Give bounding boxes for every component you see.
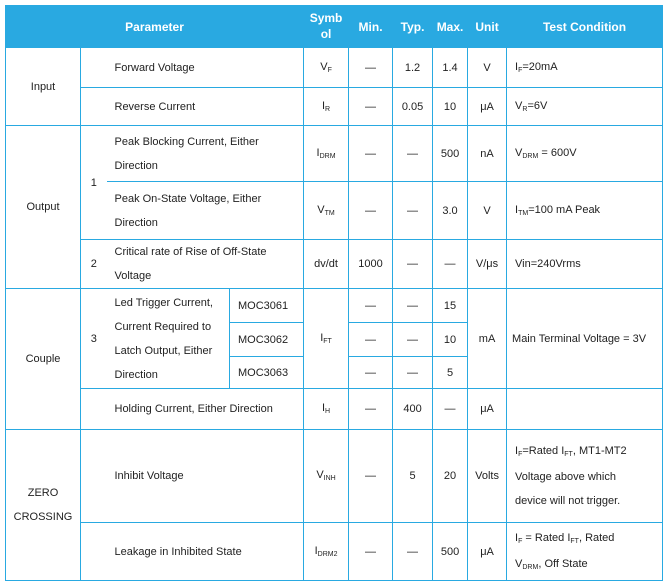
- min-value: —: [349, 523, 393, 581]
- symbol-vinh: $V_{INH}$: [304, 430, 349, 523]
- group-output: Output: [6, 126, 81, 289]
- header-min: Min.: [349, 6, 393, 48]
- symbol-vf: $V_F$: [304, 48, 349, 88]
- param-forward-voltage: Forward Voltage: [107, 48, 304, 88]
- group-couple: Couple: [6, 289, 81, 430]
- min-value: —: [349, 389, 393, 430]
- param-critical-rate-of-rise: Critical rate of Rise of Off-State Voltage: [107, 240, 304, 289]
- test-condition: $I_F=Rated$ $I_{FT}$, MT1-MT2 Voltage above which device will not trigger.: [507, 430, 663, 523]
- typ-value: 0.05: [393, 88, 433, 126]
- param-peak-blocking-current: Peak Blocking Current, Either Direction: [107, 126, 304, 182]
- test-condition: Vin=240Vrms: [507, 240, 663, 289]
- symbol-idrm2: $I_{DRM2}$: [304, 523, 349, 581]
- max-value: 10: [433, 323, 468, 357]
- typ-value: —: [393, 240, 433, 289]
- test-condition: $V_R=6V$: [507, 88, 663, 126]
- typ-value: —: [393, 523, 433, 581]
- header-unit: Unit: [468, 6, 507, 48]
- param-leakage-inhibited-state: Leakage in Inhibited State: [107, 523, 304, 581]
- symbol-idrm: $I_{DRM}$: [304, 126, 349, 182]
- symbol-vtm: $V_{TM}$: [304, 182, 349, 240]
- typ-value: 400: [393, 389, 433, 430]
- unit-value: μA: [468, 88, 507, 126]
- test-condition: $I_F=20mA$: [507, 48, 663, 88]
- max-value: 20: [433, 430, 468, 523]
- min-value: 1000: [349, 240, 393, 289]
- header-typ: Typ.: [393, 6, 433, 48]
- group-input: Input: [6, 48, 81, 126]
- header-row: [6, 6, 663, 48]
- symbol-ir: $I_R$: [304, 88, 349, 126]
- unit-value: Volts: [468, 430, 507, 523]
- min-value: —: [349, 48, 393, 88]
- test-condition: $V_{DRM} = 600V$: [507, 126, 663, 182]
- unit-value: μA: [468, 523, 507, 581]
- typ-value: —: [393, 182, 433, 240]
- row-number: 1: [81, 126, 107, 240]
- characteristics-table-container: [5, 5, 662, 581]
- min-value: —: [349, 182, 393, 240]
- model-moc3063: MOC3063: [230, 357, 304, 389]
- typ-value: —: [393, 323, 433, 357]
- typ-value: —: [393, 289, 433, 323]
- test-condition: Main Terminal Voltage = 3V: [507, 289, 663, 389]
- group-zero-crossing: ZERO CROSSING: [6, 430, 81, 581]
- max-value: —: [433, 389, 468, 430]
- row-holding-current: [6, 389, 663, 430]
- param-led-trigger-current: Led Trigger Current, Current Required to Latch Output, Either Direction: [107, 289, 230, 389]
- max-value: 5: [433, 357, 468, 389]
- test-condition: $I_{TM}=100$ mA Peak: [507, 182, 663, 240]
- electrical-characteristics-table: [5, 5, 663, 581]
- max-value: —: [433, 240, 468, 289]
- row-led-trigger-moc3061: [6, 289, 663, 323]
- param-peak-on-state-voltage: Peak On-State Voltage, Either Direction: [107, 182, 304, 240]
- unit-value: V: [468, 48, 507, 88]
- min-value: —: [349, 289, 393, 323]
- model-moc3061: MOC3061: [230, 289, 304, 323]
- row-number: 3: [81, 289, 107, 389]
- header-test-condition: Test Condition: [507, 6, 663, 48]
- symbol-ift: $I_{FT}$: [304, 289, 349, 389]
- row-critical-rate-of-rise: [6, 240, 663, 289]
- model-moc3062: MOC3062: [230, 323, 304, 357]
- symbol-dvdt: dv/dt: [304, 240, 349, 289]
- max-value: 10: [433, 88, 468, 126]
- row-peak-blocking-current: [6, 126, 663, 182]
- row-forward-voltage: [6, 48, 663, 88]
- min-value: —: [349, 323, 393, 357]
- max-value: 15: [433, 289, 468, 323]
- unit-value: V: [468, 182, 507, 240]
- header-parameter: Parameter: [6, 6, 304, 48]
- param-holding-current: Holding Current, Either Direction: [107, 389, 304, 430]
- max-value: 500: [433, 126, 468, 182]
- min-value: —: [349, 357, 393, 389]
- unit-value: μA: [468, 389, 507, 430]
- typ-value: 1.2: [393, 48, 433, 88]
- max-value: 500: [433, 523, 468, 581]
- test-condition: $I_F$ = Rated $I_{FT}$, Rated $V_{DRM}$, Off State: [507, 523, 663, 581]
- unit-value: nA: [468, 126, 507, 182]
- unit-value: V/μs: [468, 240, 507, 289]
- row-number: 2: [81, 240, 107, 289]
- symbol-ih: $I_H$: [304, 389, 349, 430]
- max-value: 1.4: [433, 48, 468, 88]
- typ-value: —: [393, 126, 433, 182]
- min-value: —: [349, 126, 393, 182]
- typ-value: —: [393, 357, 433, 389]
- unit-value: mA: [468, 289, 507, 389]
- param-inhibit-voltage: Inhibit Voltage: [107, 430, 304, 523]
- row-inhibit-voltage: [6, 430, 663, 523]
- header-max: Max.: [433, 6, 468, 48]
- row-leakage-inhibited-state: [6, 523, 663, 581]
- row-reverse-current: [6, 88, 663, 126]
- param-reverse-current: Reverse Current: [107, 88, 304, 126]
- min-value: —: [349, 430, 393, 523]
- max-value: 3.0: [433, 182, 468, 240]
- header-symbol: Symb ol: [304, 6, 349, 48]
- typ-value: 5: [393, 430, 433, 523]
- min-value: —: [349, 88, 393, 126]
